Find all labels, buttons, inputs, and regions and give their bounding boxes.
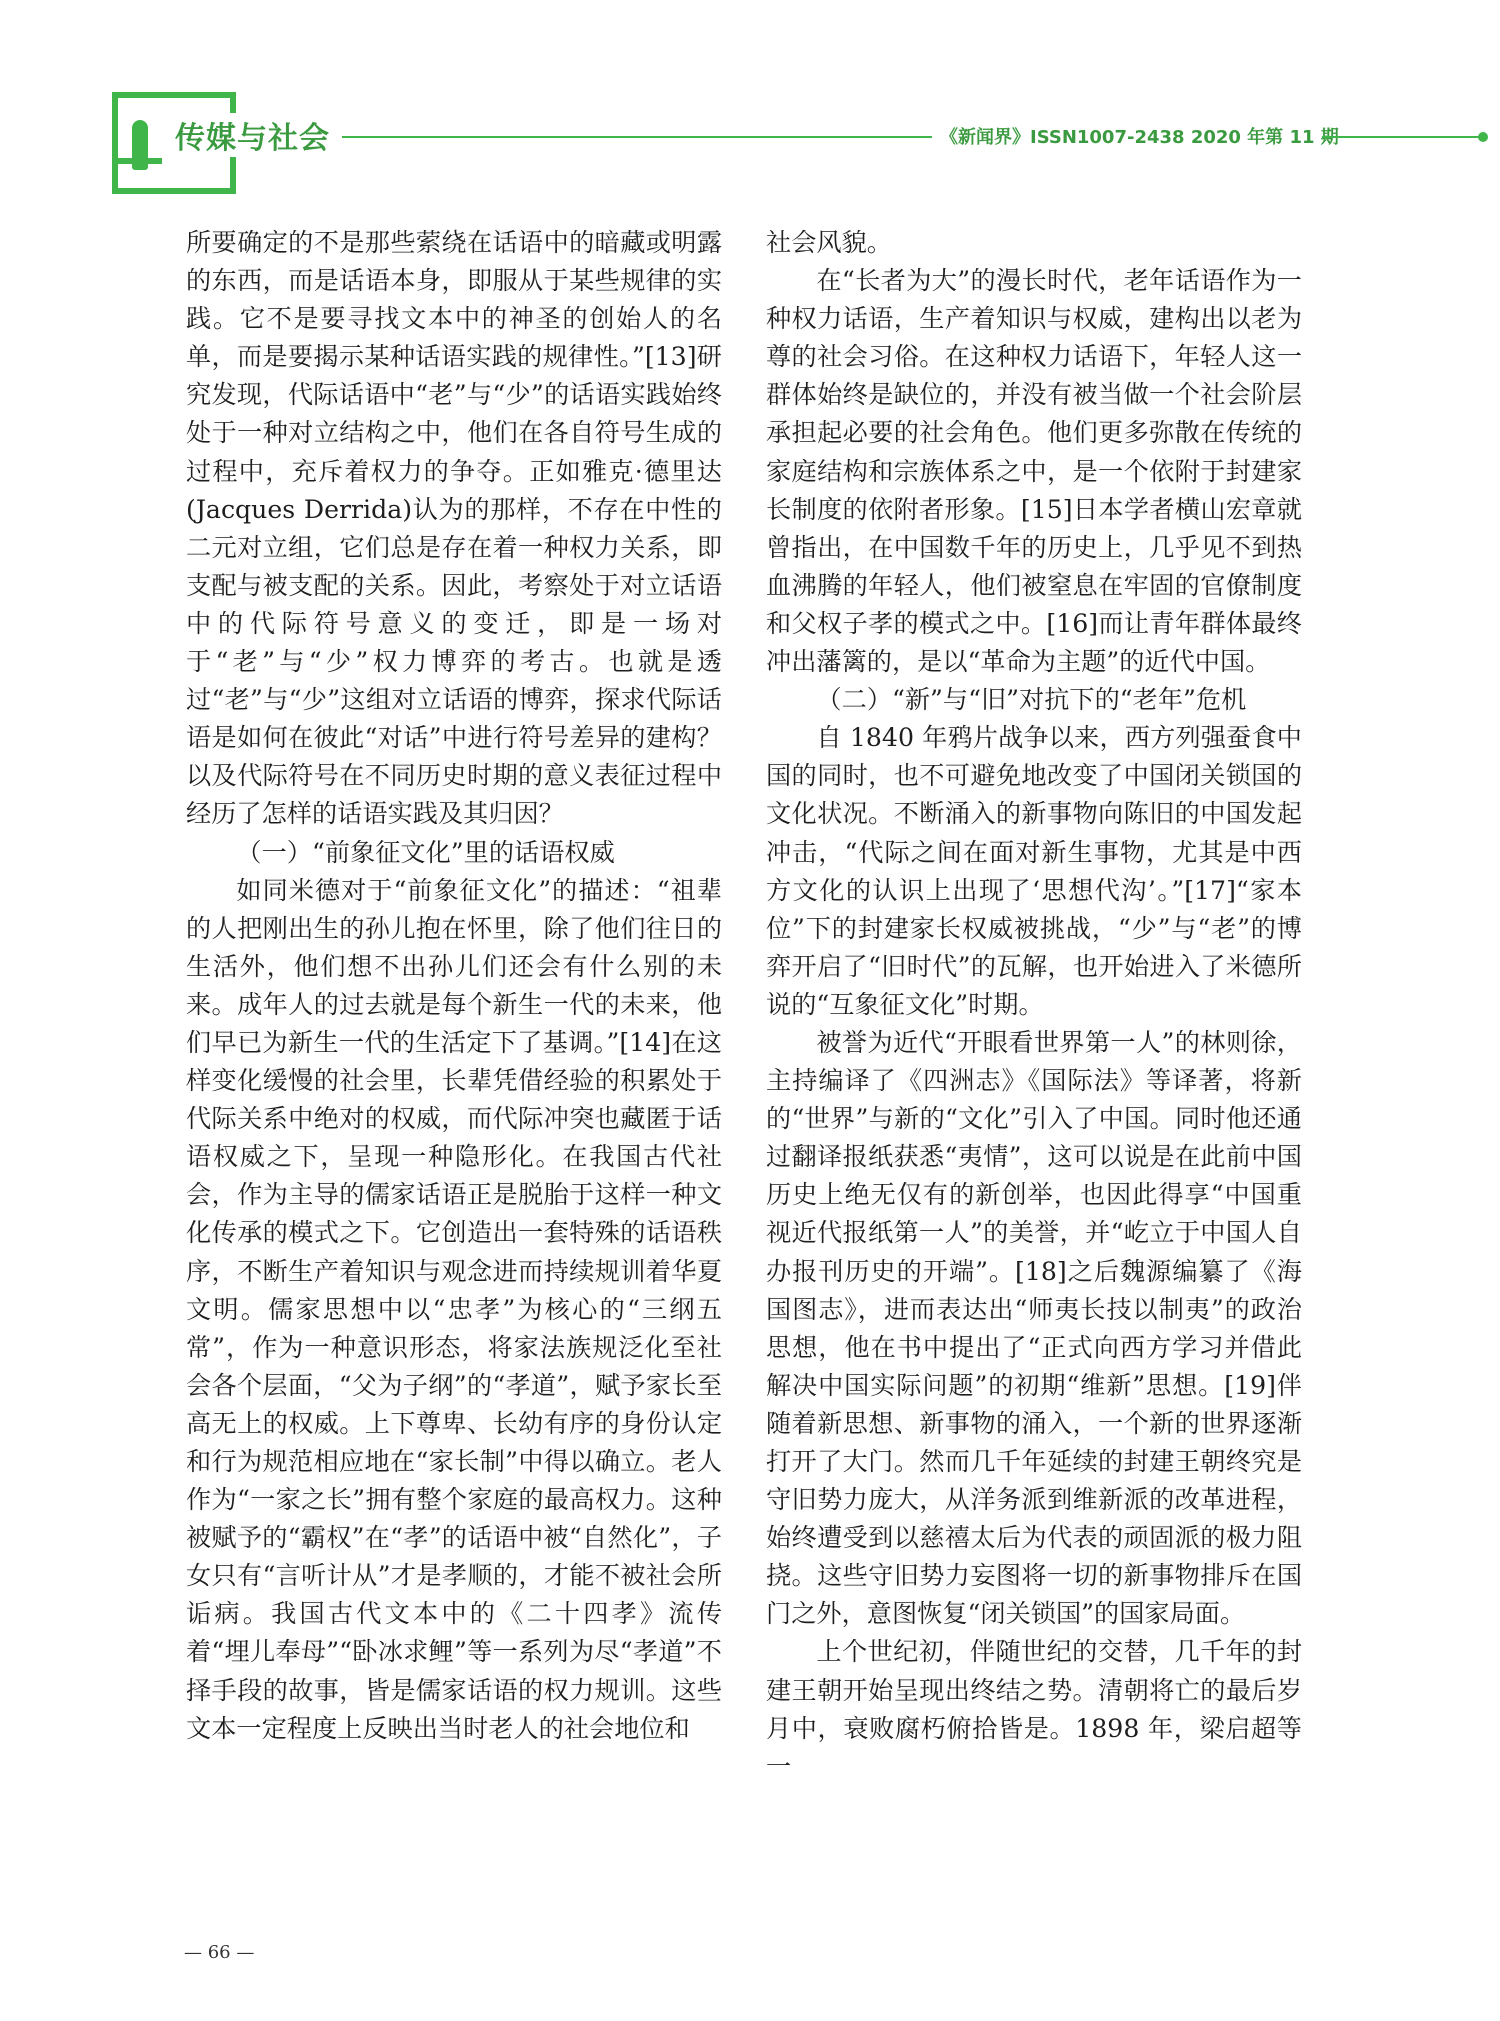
logo-stand-icon (118, 158, 162, 164)
subsection-heading: （二）“新”与“旧”对抗下的“老年”危机 (816, 685, 1247, 715)
paragraph: 在“长者为大”的漫长时代，老年话语作为一种权力话语，生产着知识与权威，建构出以老为尊的社会习俗。在这种权力话语下，年轻人这一群体始终是缺位的，并没有被当做一个社会阶层承担起必要的社会角色。他们更多弥散在传统的家庭结构和宗族体系之中，是一个依附于封建家长制度的依附者形象。[15]日本学者横山宏章就曾指出，在中国数千年的历史上，几乎见不到热血沸腾的年轻人，他们被窒息在牢固的官僚制度和父权子孝的模式之中。[16]而让青年群体最终冲出藩篱的，是以“革命为主题”的近代中国。 (766, 266, 1302, 677)
paragraph: 被誉为近代“开眼看世界第一人”的林则徐，主持编译了《四洲志》《国际法》等译著，将新的“世界”与新的“文化”引入了中国。同时他还通过翻译报纸获悉“夷情”，这可以说是在此前中国历史上绝无仅有的新创举，也因此得享“中国重视近代报纸第一人”的美誉，并“屹立于中国人自办报刊历史的开端”。[18]之后魏源编纂了《海国图志》，进而表达出“师夷长技以制夷”的政治思想，他在书中提出了“正式向西方学习并借此解决中国实际问题”的初期“维新”思想。[19]伴随着新思想、新事物的涌入，一个新的世界逐渐打开了大门。然而几千年延续的封建王朝终究是守旧势力庞大，从洋务派到维新派的改革进程，始终遭受到以慈禧太后为代表的顽固派的极力阻挠。这些守旧势力妄图将一切的新事物排斥在国门之外，意图恢复“闭关锁国”的国家局面。 (766, 1027, 1302, 1629)
header-rule-right (1322, 136, 1482, 138)
header-rule-left (342, 136, 932, 138)
right-column (766, 224, 1302, 1786)
paragraph: 如同米德对于“前象征文化”的描述：“祖辈的人把刚出生的孙儿抱在怀里，除了他们往日的生活外，他们想不出孙儿们还会有什么别的未来。成年人的过去就是每个新生一代的未来，他们早已为新生一代的生活定下了基调。”[14]在这样变化缓慢的社会里，长辈凭借经验的积累处于代际关系中绝对的权威，而代际冲突也藏匿于话语权威之下，呈现一种隐形化。在我国古代社会，作为主导的儒家话语正是脱胎于这样一种文化传承的模式之下。它创造出一套特殊的话语秩序，不断生产着知识与观念进而持续规训着华夏文明。儒家思想中以“忠孝”为核心的“三纲五常”，作为一种意识形态，将家法族规泛化至社会各个层面，“父为子纲”的“孝道”，赋予家长至高无上的权威。上下尊卑、长幼有序的身份认定和行为规范相应地在“家长制”中得以确立。老人作为“一家之长”拥有整个家庭的最高权力。这种被赋予的“霸权”在“孝”的话语中被“自然化”，子女只有“言听计从”才是孝顺的，才能不被社会所诟病。我国古代文本中的《二十四孝》流传着“埋儿奉母”“卧冰求鲤”等一系列为尽“孝道”不择手段的故事，皆是儒家话语的权力规训。这些文本一定程度上反映出当时老人的社会地位和 (186, 875, 722, 1743)
journal-issue-info: 《新闻界》ISSN1007-2438 2020 年第 11 期 (940, 127, 1339, 148)
paragraph: 自 1840 年鸦片战争以来，西方列强蚕食中国的同时，也不可避免地改变了中国闭关锁国的文化状况。不断涌入的新事物向陈旧的中国发起冲击，“代际之间在面对新生事物，尤其是中西方文化的认识上出现了‘思想代沟’。”[17]“家本位”下的封建家长权威被挑战，“少”与“老”的博弈开启了“旧时代”的瓦解，也开始进入了米德所说的“互象征文化”时期。 (766, 723, 1302, 1019)
page-number: — 66 — (184, 1942, 255, 1963)
section-title: 传媒与社会 (175, 113, 336, 157)
paragraph: 所要确定的不是那些萦绕在话语中的暗藏或明露的东西，而是话语本身，即服从于某些规律的实践。它不是要寻找文本中的神圣的创始人的名单，而是要揭示某种话语实践的规律性。”[13]研究发现，代际话语中“老”与“少”的话语实践始终处于一种对立结构之中，他们在各自符号生成的过程中，充斥着权力的争夺。正如雅克·德里达(Jacques Derrida)认为的那样，不存在中性的二元对立组，它们总是存在着一种权力关系，即支配与被支配的关系。因此，考察处于对立话语中的代际符号意义的变迁，即是一场对于“老”与“少”权力博弈的考古。也就是透过“老”与“少”这组对立话语的博弈，探求代际话语是如何在彼此“对话”中进行符号差异的建构？以及代际符号在不同历史时期的意义表征过程中经历了怎样的话语实践及其归因？ (186, 228, 722, 829)
paragraph: 社会风貌。 (766, 228, 892, 257)
header-dot-icon (1478, 132, 1488, 142)
paragraph: 上个世纪初，伴随世纪的交替，几千年的封建王朝开始呈现出终结之势。清朝将亡的最后岁月中，衰败腐朽俯拾皆是。1898 年，梁启超等一 (766, 1637, 1302, 1781)
left-column (186, 224, 722, 1748)
subsection-heading: （一）“前象征文化”里的话语权威 (236, 837, 615, 867)
